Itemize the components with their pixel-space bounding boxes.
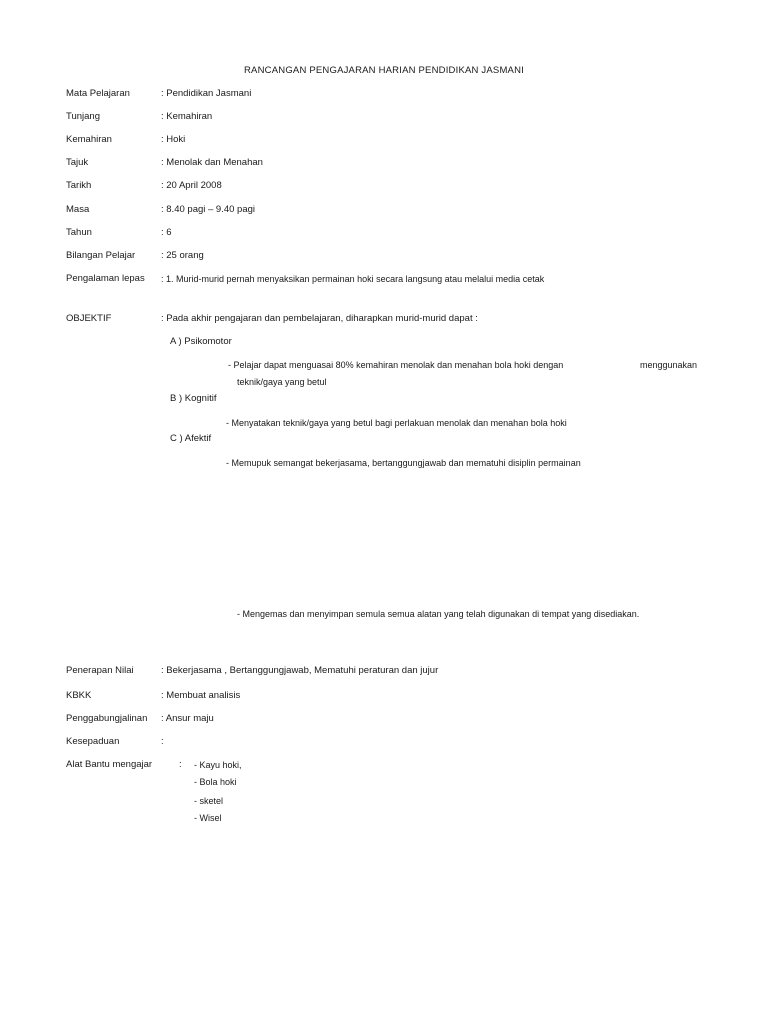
objektif-b-heading: B ) Kognitif bbox=[170, 393, 217, 404]
objektif-label: OBJEKTIF bbox=[66, 313, 112, 324]
closing-note: - Mengemas dan menyimpan semula semua alatan yang telah digunakan di tempat yang disediakan. bbox=[237, 609, 640, 619]
document-title: RANCANGAN PENGAJARAN HARIAN PENDIDIKAN JASMANI bbox=[244, 65, 524, 76]
field-label-mata-pelajaran: Mata Pelajaran bbox=[66, 88, 130, 99]
field-label-kemahiran: Kemahiran bbox=[66, 134, 112, 145]
field-value-kbkk: : Membuat analisis bbox=[161, 690, 241, 701]
field-value-kesepaduan: : bbox=[161, 736, 164, 747]
field-label-tarikh: Tarikh bbox=[66, 180, 92, 191]
alat-bantu-item-sketel: - sketel bbox=[194, 796, 224, 806]
field-label-kbkk: KBKK bbox=[66, 690, 92, 701]
alat-bantu-item-wisel: - Wisel bbox=[194, 813, 222, 823]
field-value-mata-pelajaran: : Pendidikan Jasmani bbox=[161, 88, 252, 99]
field-label-pengalaman-lepas: Pengalaman lepas bbox=[66, 273, 145, 284]
alat-bantu-item-bola-hoki: - Bola hoki bbox=[194, 777, 237, 787]
objektif-a-item-line2: teknik/gaya yang betul bbox=[237, 377, 327, 387]
objektif-c-heading: C ) Afektif bbox=[170, 433, 212, 444]
objektif-a-item-line1: - Pelajar dapat menguasai 80% kemahiran menolak dan menahan bola hoki dengan bbox=[228, 360, 564, 370]
field-label-penggabungjalinan: Penggabungjalinan bbox=[66, 713, 148, 724]
field-value-masa: : 8.40 pagi – 9.40 pagi bbox=[161, 204, 256, 215]
field-value-kemahiran: : Hoki bbox=[161, 134, 186, 145]
field-label-bilangan-pelajar: Bilangan Pelajar bbox=[66, 250, 136, 261]
field-value-penggabungjalinan: : Ansur maju bbox=[161, 713, 214, 724]
field-label-tunjang: Tunjang bbox=[66, 111, 100, 122]
field-value-pengalaman-lepas: : 1. Murid-murid pernah menyaksikan permainan hoki secara langsung atau melalui media cetak bbox=[161, 274, 545, 284]
field-value-tajuk: : Menolak dan Menahan bbox=[161, 157, 263, 168]
field-label-alat-bantu: Alat Bantu mengajar bbox=[66, 759, 153, 770]
field-label-penerapan-nilai: Penerapan Nilai bbox=[66, 665, 134, 676]
field-value-bilangan-pelajar: : 25 orang bbox=[161, 250, 204, 261]
field-label-masa: Masa bbox=[66, 204, 90, 215]
field-label-kesepaduan: Kesepaduan bbox=[66, 736, 120, 747]
field-value-penerapan-nilai: : Bekerjasama , Bertanggungjawab, Mematuhi peraturan dan jujur bbox=[161, 665, 439, 676]
objektif-b-item: - Menyatakan teknik/gaya yang betul bagi perlakuan menolak dan menahan bola hoki bbox=[226, 418, 567, 428]
field-label-tahun: Tahun bbox=[66, 227, 92, 238]
objektif-intro: : Pada akhir pengajaran dan pembelajaran, diharapkan murid-murid dapat : bbox=[161, 313, 478, 324]
objektif-a-item-line1-end: menggunakan bbox=[640, 360, 698, 370]
objektif-a-heading: A ) Psikomotor bbox=[170, 336, 232, 347]
alat-bantu-item-kayu-hoki: - Kayu hoki, bbox=[194, 760, 242, 770]
field-value-tahun: : 6 bbox=[161, 227, 172, 238]
field-colon-alat-bantu: : bbox=[179, 759, 182, 770]
objektif-c-item: - Memupuk semangat bekerjasama, bertanggungjawab dan mematuhi disiplin permainan bbox=[226, 458, 581, 468]
field-label-tajuk: Tajuk bbox=[66, 157, 89, 168]
field-value-tunjang: : Kemahiran bbox=[161, 111, 213, 122]
field-value-tarikh: : 20 April 2008 bbox=[161, 180, 222, 191]
